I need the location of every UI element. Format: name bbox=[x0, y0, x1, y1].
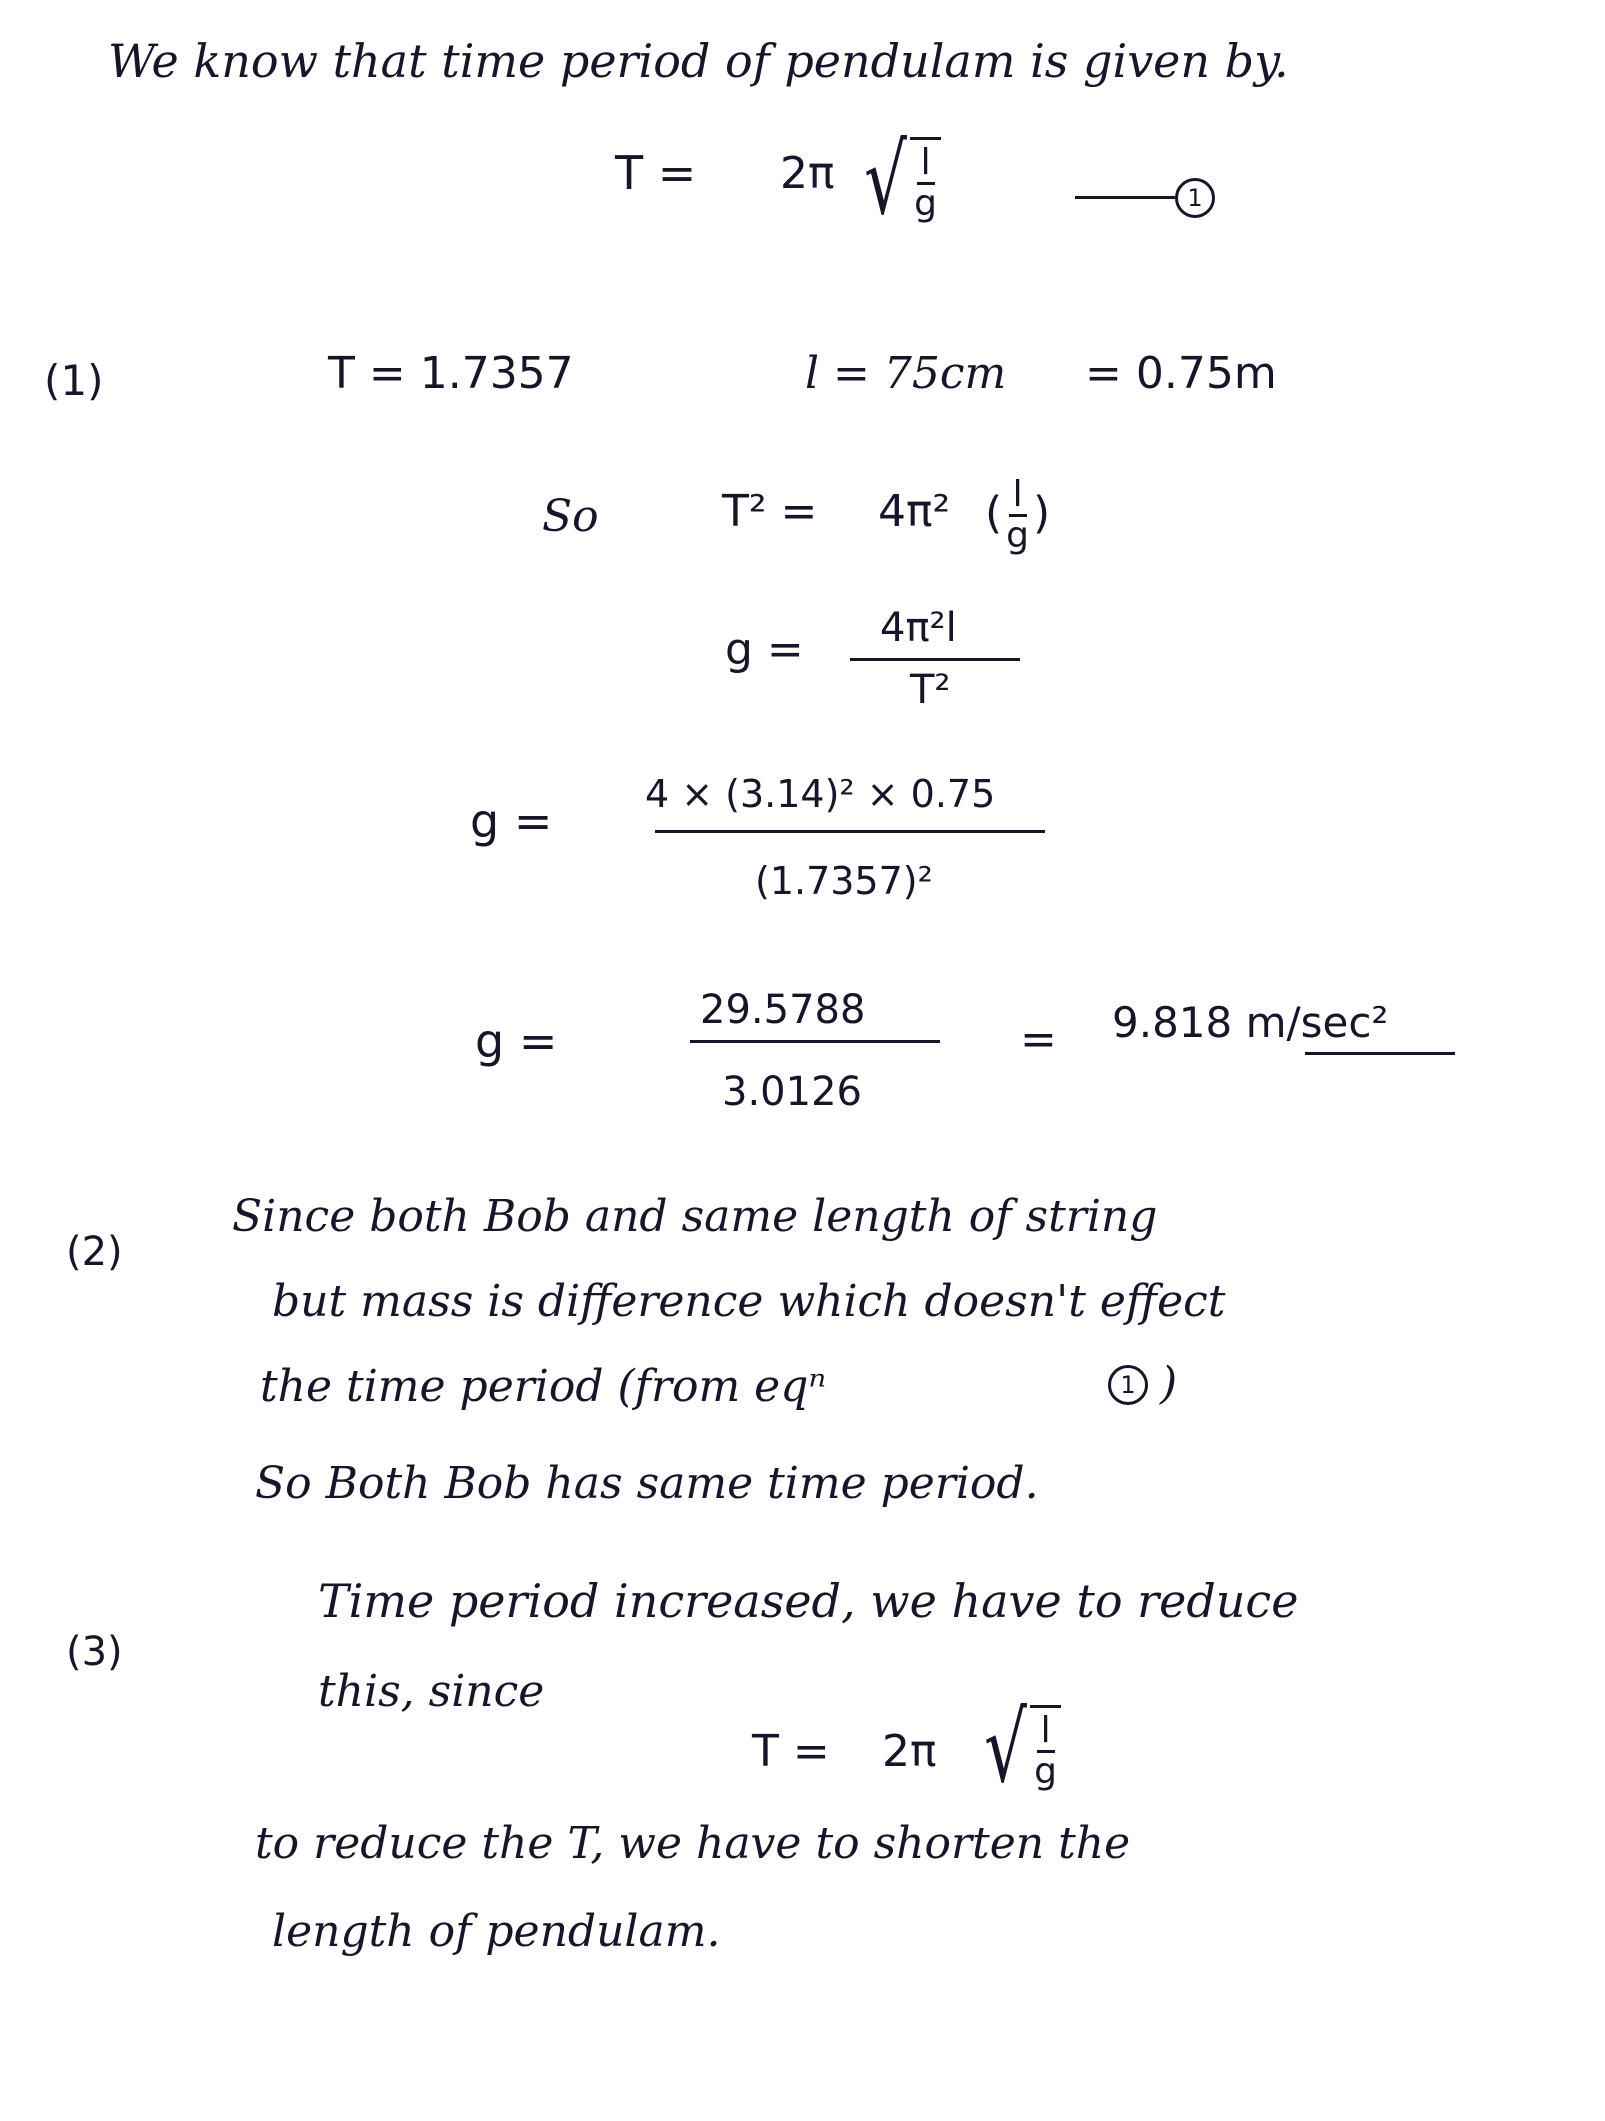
part3-formula-coef: 2π bbox=[882, 1726, 937, 1777]
equation-marker-1: 1 bbox=[1175, 178, 1215, 218]
part1-label: (1) bbox=[44, 356, 104, 405]
part2-line3-text: the time period (from eqⁿ bbox=[260, 1361, 827, 1412]
part1-g3-lhs: g = bbox=[475, 1014, 558, 1068]
part1-g3-num: 29.5788 bbox=[700, 987, 866, 1033]
formula1-sqrt: √ $\frac{l}{g}$ bbox=[855, 132, 941, 228]
part1-T-value: T = 1.7357 bbox=[328, 348, 574, 399]
part1-g-num: 4π²l bbox=[880, 605, 957, 651]
part1-g3-fraction-bar bbox=[690, 1040, 940, 1043]
part1-squared-rhs: 4π² bbox=[878, 486, 951, 537]
part3-line1: Time period increased, we have to reduce bbox=[318, 1574, 1299, 1628]
part2-line4: So Both Bob has same time period. bbox=[255, 1458, 1039, 1509]
part1-g2-lhs: g = bbox=[470, 794, 553, 848]
equation-ref-line bbox=[1075, 196, 1175, 199]
part2-label: (2) bbox=[66, 1229, 123, 1275]
part1-result-underline bbox=[1305, 1052, 1455, 1055]
formula1-den: g bbox=[914, 183, 938, 224]
part1-l-converted: = 0.75m bbox=[1085, 348, 1277, 399]
part1-so: So bbox=[542, 491, 599, 542]
part2-equation-marker: 1 bbox=[1108, 1365, 1148, 1405]
part1-l-value: l = 75cm bbox=[805, 348, 1007, 399]
part2-line2: but mass is difference which doesn't effect bbox=[272, 1276, 1226, 1327]
part1-g3-result: 9.818 m/sec² bbox=[1112, 998, 1389, 1047]
part3-label: (3) bbox=[66, 1629, 123, 1675]
part1-g3-den: 3.0126 bbox=[722, 1069, 862, 1115]
part2-line3-close: ) bbox=[1160, 1358, 1178, 1409]
part3-formula-num: l bbox=[1037, 1712, 1055, 1753]
part1-g-lhs: g = bbox=[725, 624, 804, 675]
part1-g2-num: 4 × (3.14)² × 0.75 bbox=[645, 772, 996, 816]
part1-g2-fraction-bar bbox=[655, 830, 1045, 833]
part1-g-den: T² bbox=[910, 667, 951, 713]
part1-g-fraction-bar bbox=[850, 658, 1020, 661]
part1-squared-frac: ( $\frac{l}{g}$ ) bbox=[985, 474, 1051, 556]
part3-line4: length of pendulam. bbox=[272, 1906, 721, 1957]
part3-line3: to reduce the T, we have to shorten the bbox=[255, 1818, 1131, 1869]
part2-line1: Since both Bob and same length of string bbox=[232, 1191, 1158, 1242]
part3-formula-den: g bbox=[1034, 1751, 1058, 1792]
part1-g2-den: (1.7357)² bbox=[755, 859, 933, 903]
part3-formula-sqrt: √ $\frac{l}{g}$ bbox=[975, 1700, 1061, 1796]
formula1-lhs: T = bbox=[615, 146, 697, 200]
part1-g3-eq: = bbox=[1020, 1014, 1057, 1065]
formula1-num: l bbox=[917, 144, 935, 185]
part3-formula-lhs: T = bbox=[752, 1726, 830, 1777]
part2-line3 bbox=[260, 1361, 827, 1412]
part1-squared-num: l bbox=[1009, 476, 1027, 517]
formula1-coef: 2π bbox=[780, 148, 835, 199]
part3-line2: this, since bbox=[318, 1666, 545, 1717]
intro-line: We know that time period of pendulam is given by. bbox=[108, 34, 1289, 88]
part1-squared-den: g bbox=[1006, 514, 1030, 556]
part1-squared-lhs: T² = bbox=[722, 486, 818, 537]
